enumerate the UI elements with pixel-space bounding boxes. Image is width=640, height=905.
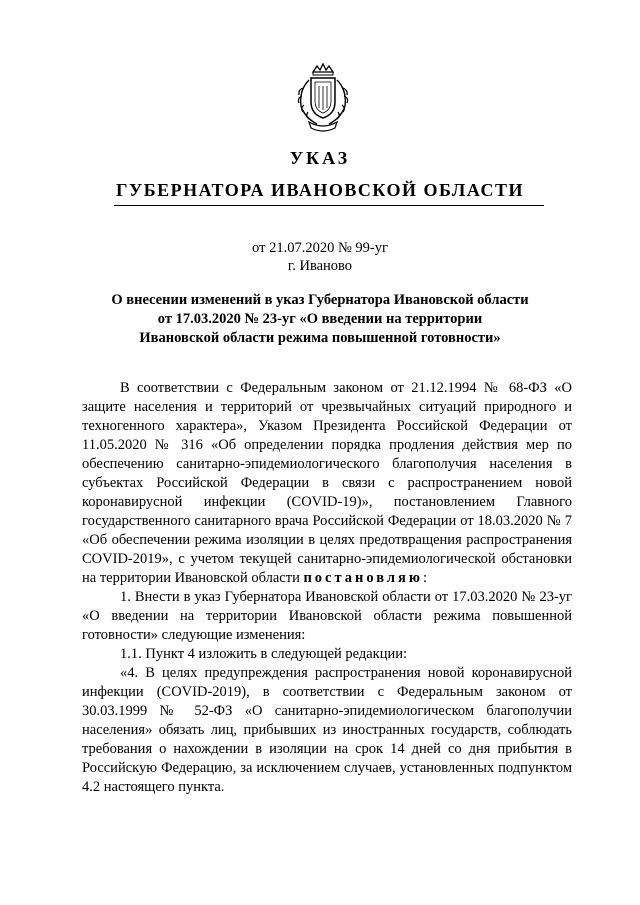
- resolve-colon: :: [423, 570, 428, 586]
- subject-line-3: Ивановской области режима повышенной готовности»: [139, 330, 501, 346]
- decree-issuer: ГУБЕРНАТОРА ИВАНОВСКОЙ ОБЛАСТИ: [116, 180, 524, 200]
- decree-title: УКАЗ: [289, 148, 351, 168]
- item-1-1-paragraph: 1.1. Пункт 4 изложить в следующей редакции:: [120, 646, 408, 662]
- item-1-paragraph: 1. Внести в указ Губернатора Ивановской области от 17.03.2020 № 23-уг «О введении на территории Ивановской области режима повышенной готовности» следующие изменения:: [82, 589, 572, 643]
- coat-of-arms-icon: [291, 62, 355, 132]
- decree-city: г. Иваново: [287, 258, 353, 274]
- resolve-word: постановляю: [303, 570, 423, 586]
- decree-subject: [90, 291, 550, 348]
- issuer-underline: [114, 205, 544, 206]
- subject-line-2: от 17.03.2020 № 23-уг «О введении на территории: [157, 311, 483, 327]
- preamble-paragraph: [82, 379, 572, 588]
- decree-body: [82, 379, 572, 797]
- item-4-paragraph: «4. В целях предупреждения распространения новой коронавирусной инфекции (COVID-2019), в соответствии с Федеральным законом от 30.03.1999 № 52-ФЗ «О санитарно-эпидемиологическом благополучии населения» обязать лиц, прибывших из иностранных государств, соблюдать требования о нахождении в изоляции на срок 14 дней со дня прибытия в Российскую Федерацию, за исключением случаев, установленных подпунктом 4.2 настоящего пункта.: [82, 665, 572, 795]
- subject-line-1: О внесении изменений в указ Губернатора Ивановской области: [111, 292, 529, 308]
- preamble-text: В соответствии с Федеральным законом от 21.12.1994 № 68-ФЗ «О защите населения и территорий от чрезвычайных ситуаций природного и техногенного характера», Указом Президента Российской Федерации от 11.05.2020 № 316 «Об определении порядка продления действия мер по обеспечению санитарно-эпидемиологического благополучия населения в субъектах Российской Федерации в связи с распространением новой коронавирусной инфекции (COVID-19)», постановлением Главного государственного санитарного врача Российской Федерации от 18.03.2020 № 7 «Об обеспечении режима изоляции в целях предотвращения распространения COVID-2019», с учетом текущей санитарно-эпидемиологической обстановки на территории Ивановской области: [82, 380, 572, 586]
- decree-date-number: от 21.07.2020 № 99-уг: [252, 240, 388, 256]
